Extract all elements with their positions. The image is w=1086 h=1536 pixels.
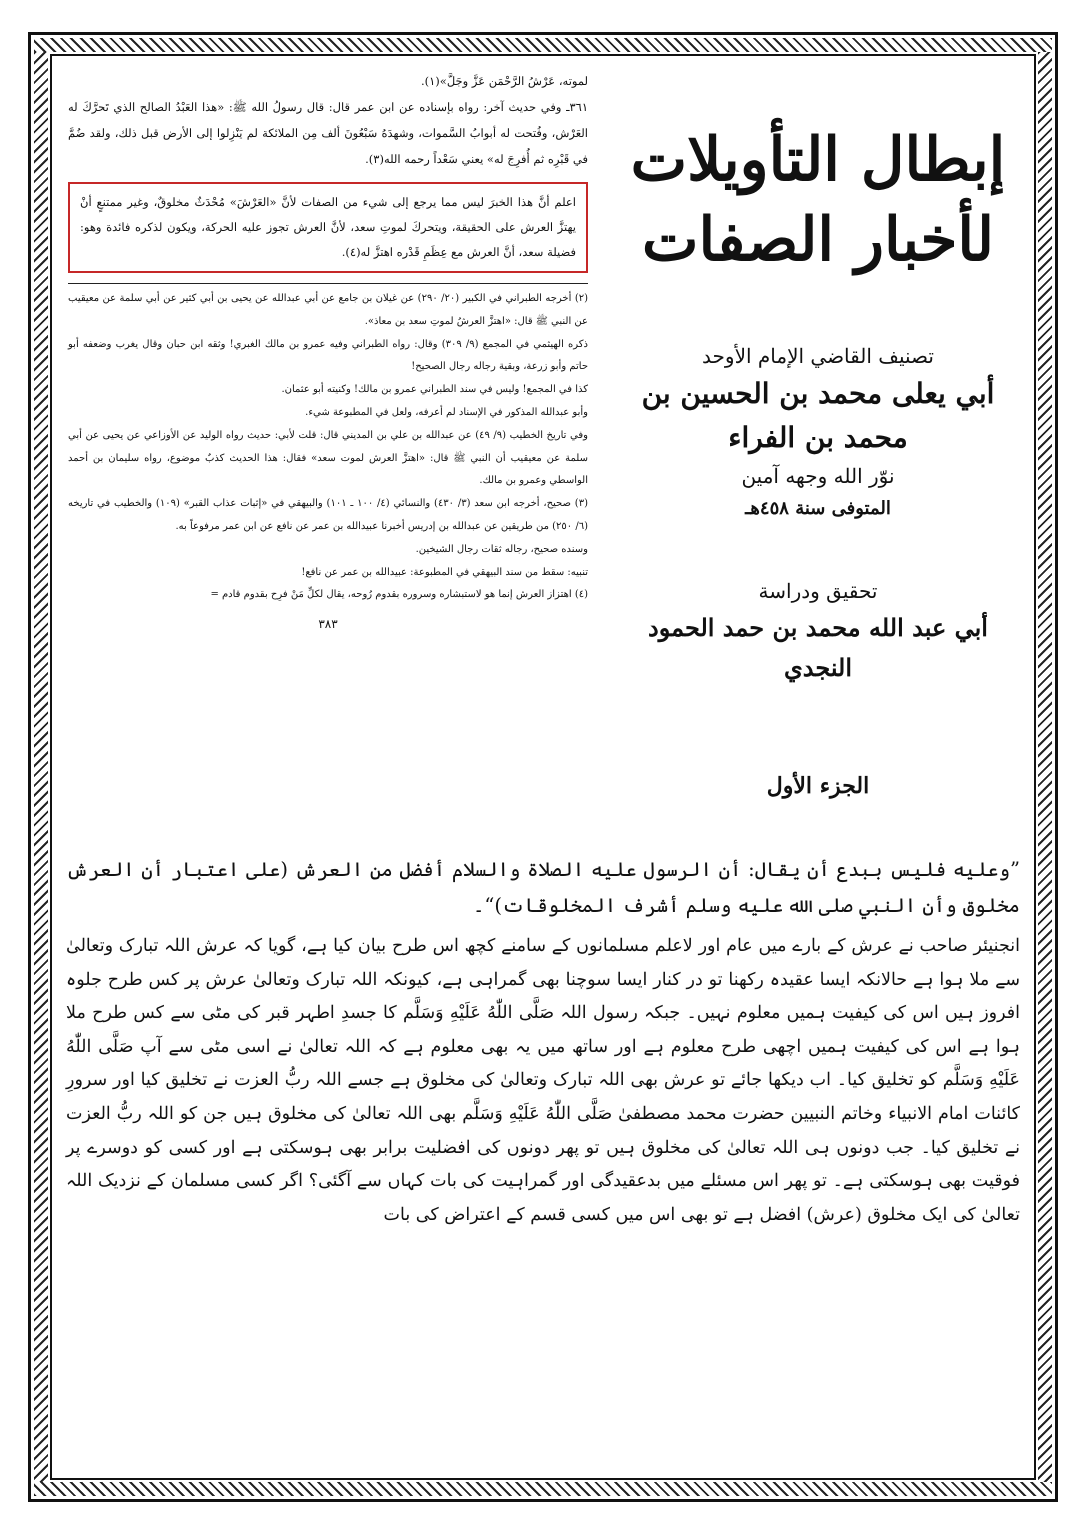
footnote: وسنده صحيح، رجاله ثقات رجال الشيخين. (415, 543, 588, 555)
book-scan (58, 60, 1028, 850)
book-title-line1: إبطال التأويلات (630, 125, 1006, 195)
footnote-divider (68, 283, 588, 284)
footnote: وفي تاريخ الخطيب (٩/ ٤٩) عن عبدالله بن علي بن المديني قال: قلت لأبي: حديث رواه الوليد عن الأوزاعي عن يحيى عن أبي سلمة عن معيقيب أن النبي ﷺ قال: «اهتزَّ العرش لموت سعد» فقال: هذا الحديث كذبٌ موضوع، رواه سليمان بن أحمد الواسطي وعمرو بن مالك. (68, 429, 588, 487)
scan-text-column (68, 68, 588, 637)
author-death-year: المتوفى سنة ٤٥٨هـ (745, 498, 891, 519)
author-name: أبي يعلى محمد بن الحسين بن محمد بن الفراء (641, 377, 995, 454)
book-title-line2: لأخبار الصفات (641, 205, 994, 275)
footnote: (٢) أخرجه الطبراني في الكبير (٢٠/ ٢٩٠) عن غيلان بن جامع عن أبي عبدالله عن يحيى بن أبي كثير عن أبي سلمة عن معيقيب عن النبي ﷺ قال: «اهتزَّ العرشُ لموتِ سعد بن معاذ». (68, 293, 589, 327)
footnotes (68, 288, 588, 607)
commentary-section (66, 852, 1020, 1232)
highlighted-passage (68, 182, 588, 273)
arabic-quote: ”وعليه فليس ببدع أن يقال: أن الرسول عليه الصلاة والسلام أفضل من العرش (على اعتبار أن العرش مخلوق وأن النبي صلى الله عليه وسلم أشرف المخلوقات)“۔ (66, 858, 1020, 917)
editor-label: تحقيق ودراسة (758, 579, 878, 603)
volume-label: الجزء الأول (766, 773, 870, 799)
book-cover-column (618, 120, 1018, 804)
urdu-commentary: انجنیئر صاحب نے عرش کے بارے میں عام اور لاعلم مسلمانوں کے سامنے کچھ اس طرح بیان کیا ہے، گویا کہ عرش اللہ تبارک وتعالیٰ سے ملا ہوا ہے حالانکہ ایسا عقیدہ رکھنا تو در کنار ایسا سوچنا بھی گمراہی ہے، کیونکہ اللہ تبارک وتعالیٰ عرش پر کس طرح جلوہ افروز ہیں اس کی کیفیت ہمیں معلوم نہیں۔ جبکہ رسول اللہ صَلَّى اللّٰهُ عَلَيْهِ وَسَلَّم کا جسدِ اطہر قبر کی مٹی سے کس طرح ملا ہوا ہے اس کی کیفیت ہمیں اچھی طرح معلوم ہے اور ساتھ میں یہ بھی معلوم ہے کہ اللہ تعالیٰ نے اسی مٹی سے آپ صَلَّى اللّٰهُ عَلَيْهِ وَسَلَّم کو تخلیق کیا۔ اب دیکھا جائے تو عرش بھی اللہ تبارک وتعالیٰ کی مخلوق ہے جسے اللہ ربُّ العزت نے تخلیق کیا اور سرورِ کائنات امام الانبیاء وخاتم النبیین حضرت محمد مصطفیٰ صَلَّى اللّٰهُ عَلَيْهِ وَسَلَّم بھی اللہ تعالیٰ کی مخلوق ہیں جن کو اللہ ربُّ العزت نے تخلیق کیا۔ جب دونوں ہی اللہ تعالیٰ کی مخلوق ہیں تو پھر دونوں کی افضلیت برابر بھی ہوسکتی ہے اور کسی کو دوسرے پر فوقیت بھی ہوسکتی ہے۔ تو پھر اس مسئلے میں بدعقیدگی اور گمراہیت کی بات کہاں سے آگئی؟ اگر کسی مسلمان کے نزدیک اللہ تعالیٰ کی ایک مخلوق (عرش) افضل ہے تو بھی اس میں کسی قسم کے اعتراض کی بات (66, 936, 1020, 1225)
footnote: ذكره الهيثمي في المجمع (٩/ ٣٠٩) وقال: رواه الطبراني وفيه عمرو بن مالك الغبري! وثقه ابن حبان وقال يغرب وضعفه أبو حاتم وأبو زرعة، وبقية رجاله رجال الصحيح! (68, 338, 588, 373)
highlighted-passage-text: اعلم أنَّ هذا الخبرَ ليس مما يرجع إلى شيء من الصفات لأنَّ «العَرْشَ» مُحْدَثٌ مخلوقٌ، وغير ممتنعٍ أنْ يهتزَّ العرش على الحقيقة، ويتحركَ لموتِ سعد، لأنَّ العرش تجوز عليه الحركة، ويكون لذكره فائدة وهو: فضيلة سعد، أنَّ العرش مع عِظَمِ قَدْره اهتزَّ له(٤). (80, 195, 576, 259)
footnote: (٣) صحيح، أخرجه ابن سعد (٣/ ٤٣٠) والنسائي (٤/ ١٠٠ ـ ١٠١) والبيهقي في «إثبات عذاب القبر» (١٠٩) والخطيب في تاريخه (٦/ ٢٥٠) من طريقين عن عبدالله بن إدريس أخبرنا عبيدالله بن عمر عن نافع عن ابن عمر مرفوعاً به. (68, 498, 588, 532)
author-prayer: نوّر الله وجهه آمين (741, 464, 895, 488)
footnote: (٤) اهتزاز العرش إنما هو لاستبشاره وسروره بقدوم رُوحه، يقال لكلِّ مَنْ فرِح بقدوم قادم = (210, 589, 588, 601)
author-label: تصنيف القاضي الإمام الأوحد (702, 344, 934, 368)
footnote: وأبو عبدالله المذكور في الإسناد لم أعرفه، ولعل في المطبوعة شيء. (305, 406, 588, 418)
footnote: تنبيه: سقط من سند البيهقي في المطبوعة: عبيدالله بن عمر عن نافع! (301, 566, 588, 578)
editor-name: أبي عبد الله محمد بن حمد الحمود النجدي (648, 613, 988, 682)
page-number: ٣٨٣ (318, 617, 338, 632)
intro-fragment: لموته، عَرْشُ الرَّحْمَن عَزَّ وجَلَّ»(١). (420, 74, 588, 88)
footnote: كذا في المجمع! وليس في سند الطبراني عمرو بن مالك! وكنيته أبو عثمان. (281, 384, 588, 396)
hadith-paragraph: ٣٦١ـ وفي حديث آخر: رواه بإسناده عن ابن عمر قال: قال رسولُ الله ﷺ: «هذا العَبْدُ الصالح الذي تَحرَّكَ له العَرْش، وفُتحت له أبوابُ السَّموات، وشهدَهُ سَبْعُونَ ألف مِن الملائكة لم يَنْزِلوا إلى الأرض قبل ذلك، ولقد ضُمَّ في قَبْرِه ثم أُفرِجَ له» يعني سَعْداً رحمه الله(٣). (68, 100, 588, 166)
